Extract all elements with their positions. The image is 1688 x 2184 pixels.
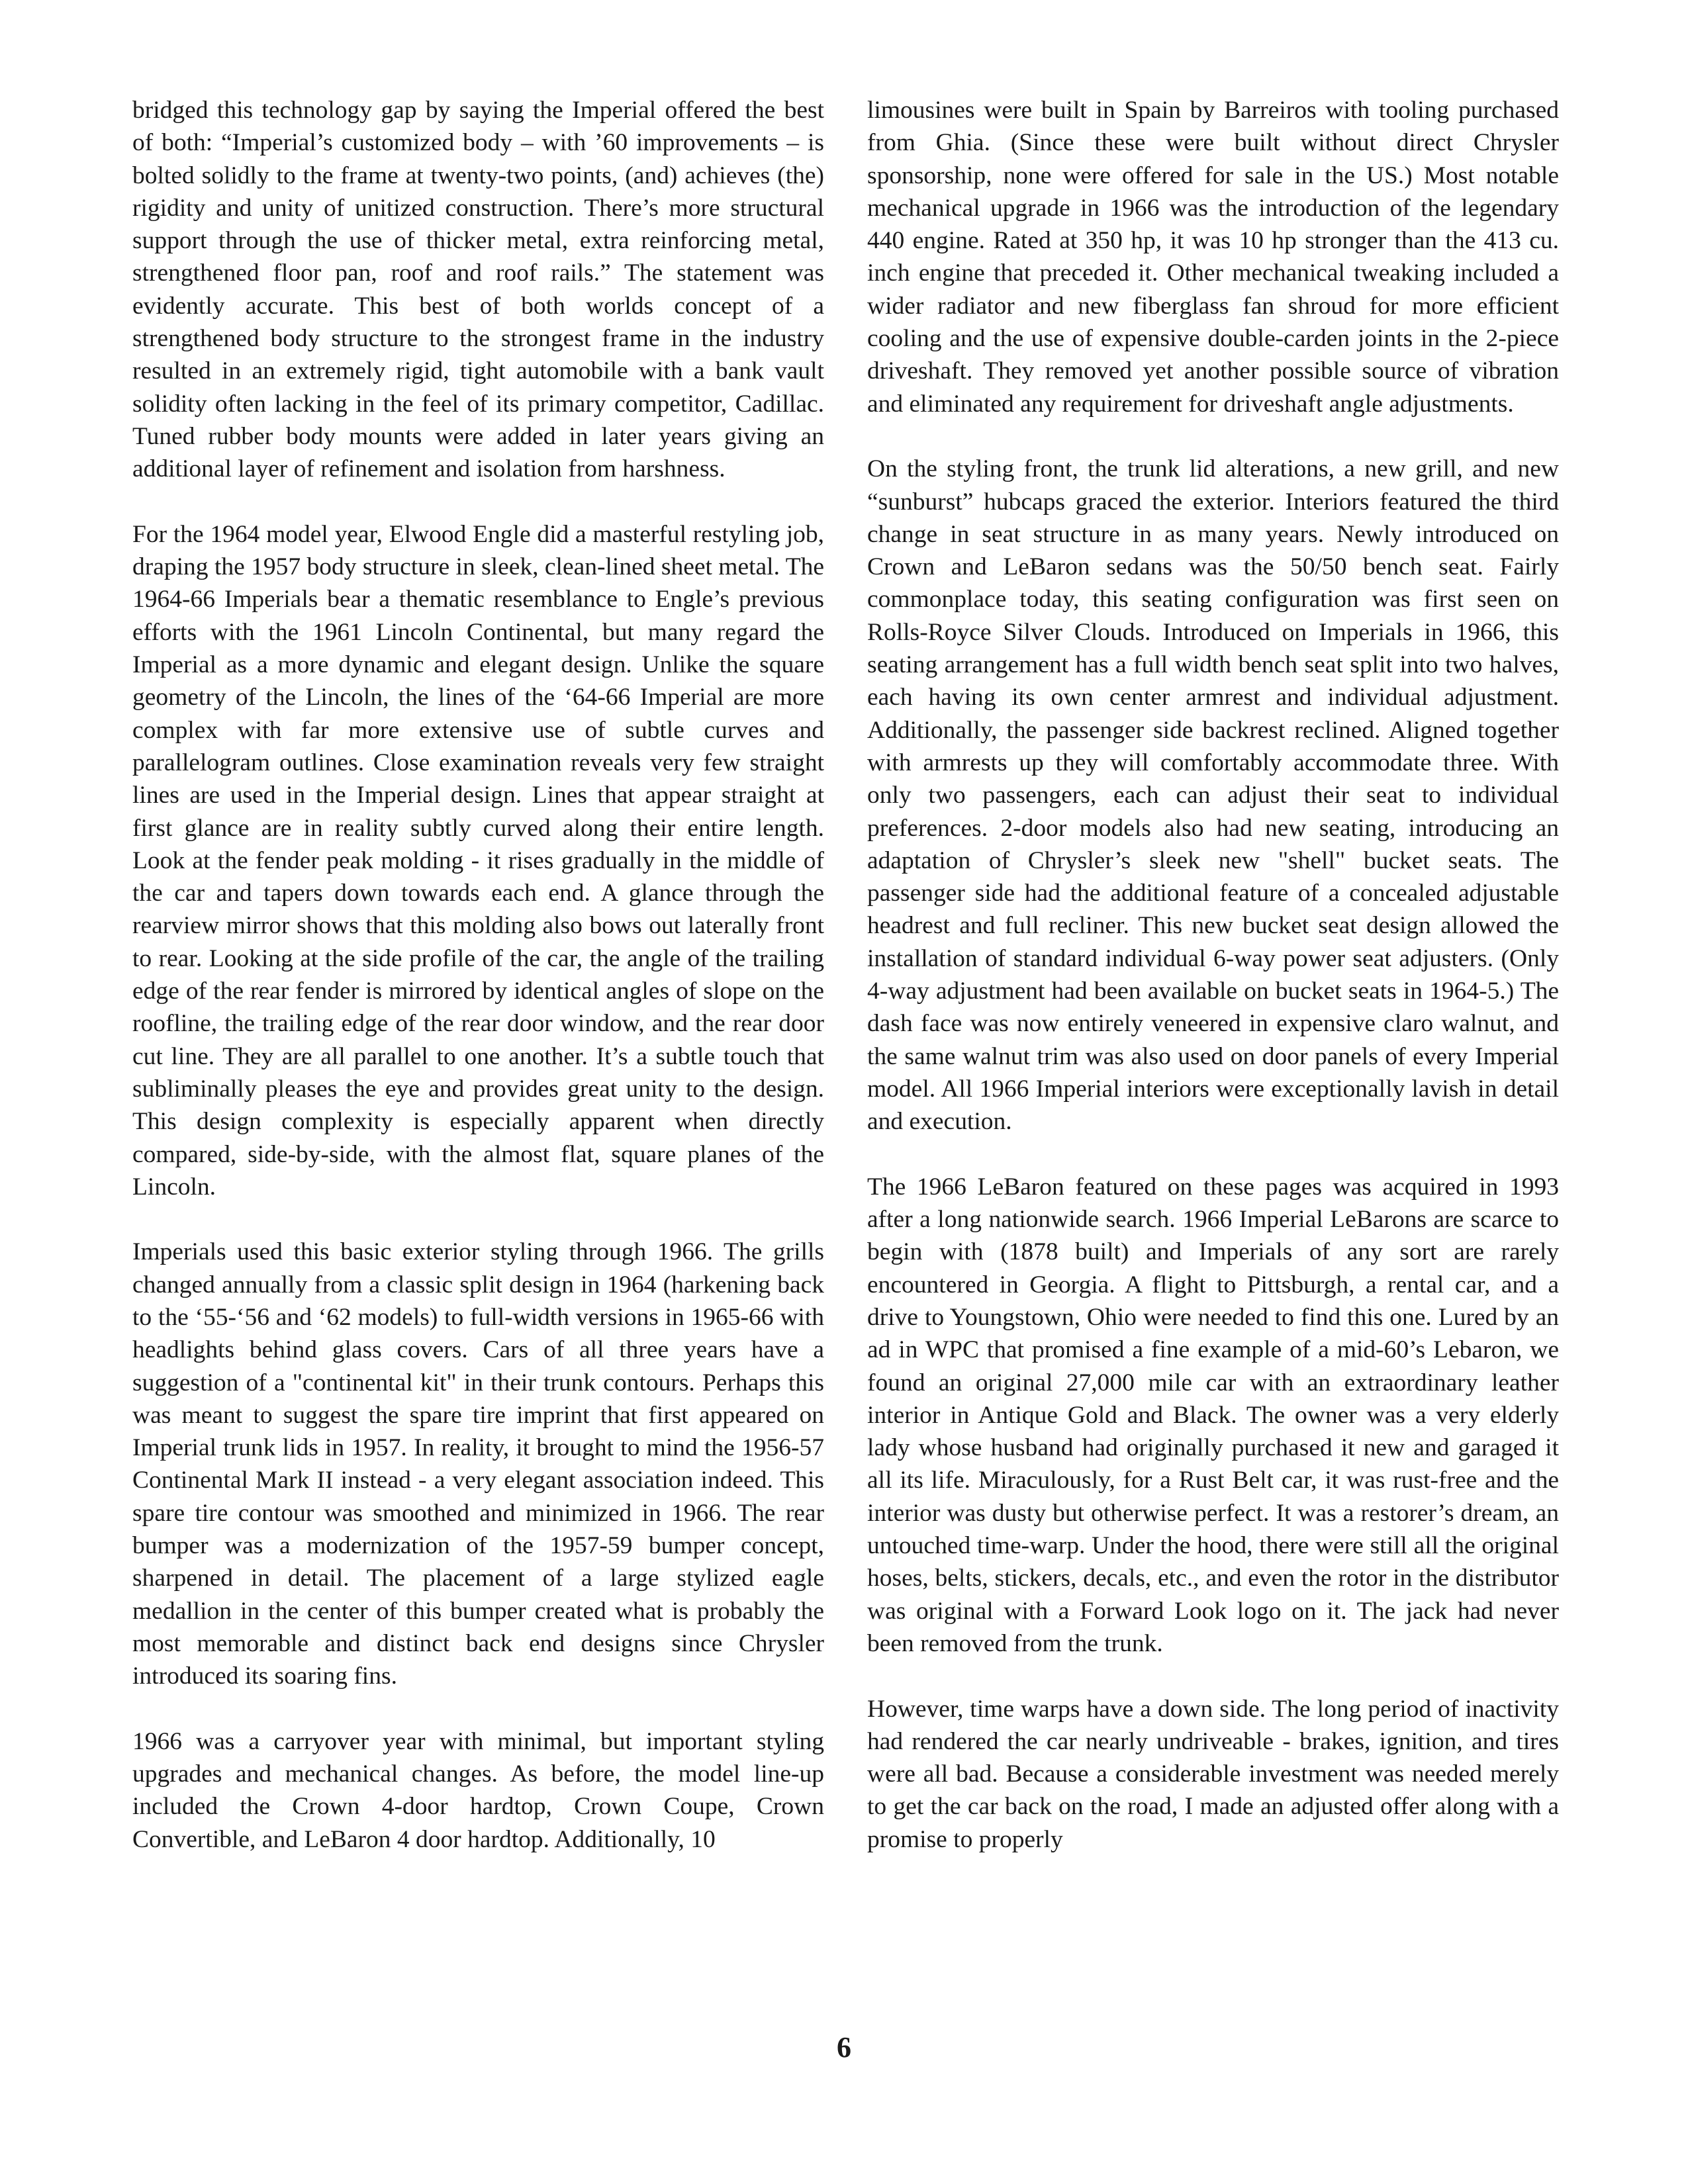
paragraph: limousines were built in Spain by Barreiros with tooling purchased from Ghia. (Since these were built without direct Chrysler sponsorship, none were offered for sale in the US.) Most notable mechanical upgrade in 1966 was the introduction of the legendary 440 engine. Rated at 350 hp, it was 10 hp stronger than the 413 cu. inch engine that preceded it. Other mechanical tweaking included a wider radiator and new fiberglass fan shroud for more efficient cooling and the use of expensive double-carden joints in the 2-piece driveshaft. They removed yet another possible source of vibration and eliminated any requirement for driveshaft angle adjustments. xyxy=(867,97,1559,418)
paragraph: bridged this technology gap by saying the Imperial offered the best of both: “Imperial’s customized body – with ’60 improvements – is bolted solidly to the frame at twenty-two points, (and) achieves (the) rigidity and unity of unitized construction. There’s more structural support through the use of thicker metal, extra reinforcing metal, strengthened floor pan, roof and roof rails.” The statement was evidently accurate. This best of both worlds concept of a strengthened body structure to the strongest frame in the industry resulted in an extremely rigid, tight automobile with a bank vault solidity often lacking in the feel of its primary competitor, Cadillac. Tuned rubber body mounts were added in later years giving an additional layer of refinement and isolation from harshness. xyxy=(132,97,824,483)
paragraph: 1966 was a carryover year with minimal, but important styling upgrades and mechanical changes. As before, the model line-up included the Crown 4-door hardtop, Crown Coupe, Crown Convertible, and LeBaron 4 door hardtop. Additionally, 10 xyxy=(132,1727,824,1853)
paragraph: For the 1964 model year, Elwood Engle did a masterful restyling job, draping the 1957 body structure in sleek, clean-lined sheet metal. The 1964-66 Imperials bear a thematic resemblance to Engle’s previous efforts with the 1961 Lincoln Continental, but many regard the Imperial as a more dynamic and elegant design. Unlike the square geometry of the Lincoln, the lines of the ‘64-66 Imperial are more complex with far more extensive use of subtle curves and parallelogram outlines. Close examination reveals very few straight lines are used in the Imperial design. Lines that appear straight at first glance are in reality subtly curved along their entire length. Look at the fender peak molding - it rises gradually in the middle of the car and tapers down towards each end. A glance through the rearview mirror shows that this molding also bows out laterally front to rear. Looking at the side profile of the car, the angle of the trailing edge of the rear fender is mirrored by identical angles of slope on the roofline, the trailing edge of the rear door window, and the rear door cut line. They are all parallel to one another. It’s a subtle touch that subliminally pleases the eye and provides great unity to the design. This design complexity is especially apparent when directly compared, side-by-side, with the almost flat, square planes of the Lincoln. xyxy=(132,520,824,1201)
right-column xyxy=(867,94,1559,1856)
paragraph: The 1966 LeBaron featured on these pages was acquired in 1993 after a long nationwide search. 1966 Imperial LeBarons are scarce to begin with (1878 built) and Imperials of any sort are rarely encountered in Georgia. A flight to Pittsburgh, a rental car, and a drive to Youngstown, Ohio were needed to find this one. Lured by an ad in WPC that promised a fine example of a mid-60’s Lebaron, we found an original 27,000 mile car with an extraordinary leather interior in Antique Gold and Black. The owner was a very elderly lady whose husband had originally purchased it new and garaged it all its life. Miraculously, for a Rust Belt car, it was rust-free and the interior was dusty but otherwise perfect. It was a restorer’s dream, an untouched time-warp. Under the hood, there were still all the original hoses, belts, stickers, decals, etc., and even the rotor in the distributor was original with a Forward Look logo on it. The jack had never been removed from the trunk. xyxy=(867,1173,1559,1657)
paragraph: On the styling front, the trunk lid alterations, a new grill, and new “sunburst” hubcaps graced the exterior. Interiors featured the third change in seat structure in as many years. Newly introduced on Crown and LeBaron sedans was the 50/50 bench seat. Fairly commonplace today, this seating configuration was first seen on Rolls-Royce Silver Clouds. Introduced on Imperials in 1966, this seating arrangement has a full width bench seat split into two halves, each having its own center armrest and individual adjustment. Additionally, the passenger side backrest reclined. Aligned together with armrests up they will comfortably accommodate three. With only two passengers, each can adjust their seat to individual preferences. 2-door models also had new seating, introducing an adaptation of Chrysler’s sleek new "shell" bucket seats. The passenger side had the additional feature of a concealed adjustable headrest and full recliner. This new bucket seat design allowed the installation of standard individual 6-way power seat adjusters. (Only 4-way adjustment had been available on bucket seats in 1964-5.) The dash face was now entirely veneered in expensive claro walnut, and the same walnut trim was also used on door panels of every Imperial model. All 1966 Imperial interiors were exceptionally lavish in detail and execution. xyxy=(867,455,1559,1136)
left-column xyxy=(132,94,824,1856)
paragraph: Imperials used this basic exterior styling through 1966. The grills changed annually from a classic split design in 1964 (harkening back to the ‘55-‘56 and ‘62 models) to full-width versions in 1965-66 with headlights behind glass covers. Cars of all three years have a suggestion of a "continental kit" in their trunk contours. Perhaps this was meant to suggest the spare tire imprint that first appeared on Imperial trunk lids in 1957. In reality, it brought to mind the 1956-57 Continental Mark II instead - a very elegant association indeed. This spare tire contour was smoothed and minimized in 1966. The rear bumper was a modernization of the 1957-59 bumper concept, sharpened in detail. The placement of a large stylized eagle medallion in the center of this bumper created what is probably the most memorable and distinct back end designs since Chrysler introduced its soaring fins. xyxy=(132,1238,824,1690)
paragraph: However, time warps have a down side. The long period of inactivity had rendered the car nearly undriveable - brakes, ignition, and tires were all bad. Because a considerable investment was needed merely to get the car back on the road, I made an adjusted offer along with a promise to properly xyxy=(867,1695,1559,1853)
page-number: 6 xyxy=(837,2031,851,2064)
